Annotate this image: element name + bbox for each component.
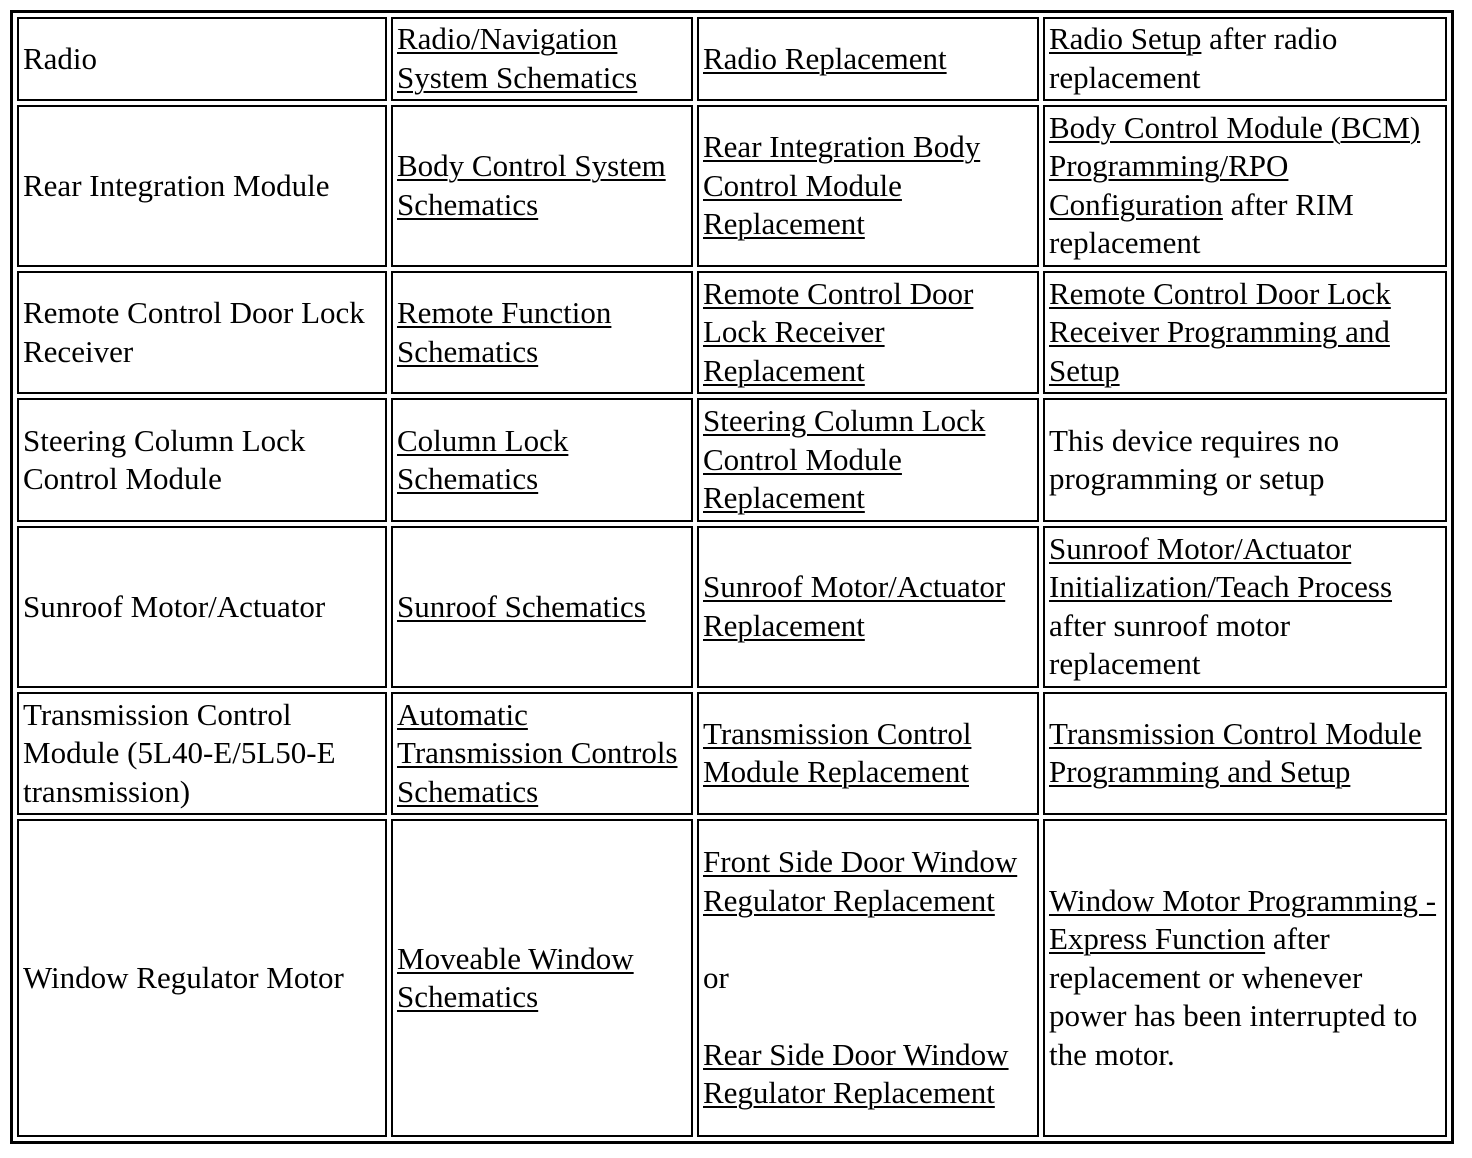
schematics-link[interactable]: Body Control System Schematics: [397, 148, 666, 222]
programming-cell: [1043, 398, 1447, 521]
schematics-link[interactable]: Remote Function Schematics: [397, 295, 612, 369]
or-text: or: [703, 959, 729, 995]
device-cell: [17, 17, 387, 101]
schematics-cell: [391, 398, 693, 521]
replacement-cell: [697, 271, 1039, 394]
table-row: [17, 398, 1447, 521]
device-cell: [17, 692, 387, 815]
replacement-link-rear[interactable]: Rear Side Door Window Regulator Replacement: [703, 1036, 1009, 1111]
schematics-cell: [391, 105, 693, 267]
schematics-link[interactable]: Column Lock Schematics: [397, 422, 569, 497]
replacement-link[interactable]: Steering Column Lock Control Module Replacement: [703, 403, 986, 516]
schematics-cell: [391, 819, 693, 1137]
programming-cell: [1043, 271, 1447, 394]
replacement-link[interactable]: Radio Replacement: [703, 40, 947, 76]
device-cell: [17, 105, 387, 267]
device-cell: [17, 398, 387, 521]
programming-link[interactable]: Sunroof Motor/Actuator Initialization/Teach Process: [1049, 530, 1393, 605]
device-name: Window Regulator Motor: [23, 959, 344, 995]
schematics-link[interactable]: Moveable Window Schematics: [397, 940, 634, 1015]
programming-reference-table: [13, 13, 1451, 1141]
programming-cell: [1043, 105, 1447, 267]
replacement-link[interactable]: Sunroof Motor/Actuator Replacement: [703, 569, 1006, 643]
table-row: [17, 105, 1447, 267]
device-name: Remote Control Door Lock Receiver: [23, 295, 365, 369]
programming-link[interactable]: Body Control Module (BCM) Programming/RPO Configuration: [1049, 109, 1421, 222]
replacement-cell: [697, 398, 1039, 521]
device-cell: [17, 526, 387, 688]
programming-link[interactable]: Remote Control Door Lock Receiver Programming and Setup: [1049, 275, 1391, 388]
replacement-link[interactable]: Transmission Control Module Replacement: [703, 715, 972, 790]
table-row: [17, 271, 1447, 394]
programming-cell: [1043, 692, 1447, 815]
device-name: Sunroof Motor/Actuator: [23, 588, 326, 624]
table-row: [17, 692, 1447, 815]
replacement-cell: [697, 17, 1039, 101]
device-cell: [17, 271, 387, 394]
programming-note: after sunroof motor replacement: [1049, 607, 1291, 682]
schematics-link[interactable]: Sunroof Schematics: [397, 588, 646, 624]
schematics-cell: [391, 526, 693, 688]
spacer: [703, 920, 1033, 959]
device-name: Steering Column Lock Control Module: [23, 422, 306, 497]
device-cell: [17, 819, 387, 1137]
device-name: Transmission Control Module (5L40-E/5L50-E transmission): [23, 696, 336, 809]
programming-note: after replacement or whenever power has been interrupted to the motor.: [1049, 921, 1418, 1072]
programming-cell: [1043, 526, 1447, 688]
table-row: [17, 526, 1447, 688]
schematics-cell: [391, 271, 693, 394]
device-name: Rear Integration Module: [23, 167, 330, 203]
table-row: [17, 17, 1447, 101]
replacement-cell: [697, 819, 1039, 1137]
programming-cell: [1043, 17, 1447, 101]
schematics-link[interactable]: Automatic Transmission Controls Schematics: [397, 696, 678, 809]
programming-link[interactable]: Window Motor Programming - Express Function: [1049, 882, 1437, 957]
device-name: Radio: [23, 40, 98, 76]
schematics-link[interactable]: Radio/Navigation System Schematics: [397, 21, 638, 95]
programming-link[interactable]: Radio Setup: [1049, 21, 1202, 57]
replacement-link[interactable]: Remote Control Door Lock Receiver Replacement: [703, 275, 974, 388]
programming-link[interactable]: Transmission Control Module Programming and Setup: [1049, 715, 1422, 790]
programming-note: This device requires no programming or setup: [1049, 422, 1340, 497]
replacement-cell: [697, 526, 1039, 688]
schematics-cell: [391, 692, 693, 815]
replacement-link-front[interactable]: Front Side Door Window Regulator Replacement: [703, 844, 1018, 918]
replacement-link[interactable]: Rear Integration Body Control Module Replacement: [703, 129, 981, 242]
replacement-cell: [697, 105, 1039, 267]
replacement-cell: [697, 692, 1039, 815]
spacer: [703, 997, 1033, 1036]
table-row: [17, 819, 1447, 1137]
programming-cell: [1043, 819, 1447, 1137]
programming-note: after radio replacement: [1049, 21, 1338, 95]
programming-note: after RIM replacement: [1049, 186, 1354, 261]
schematics-cell: [391, 17, 693, 101]
